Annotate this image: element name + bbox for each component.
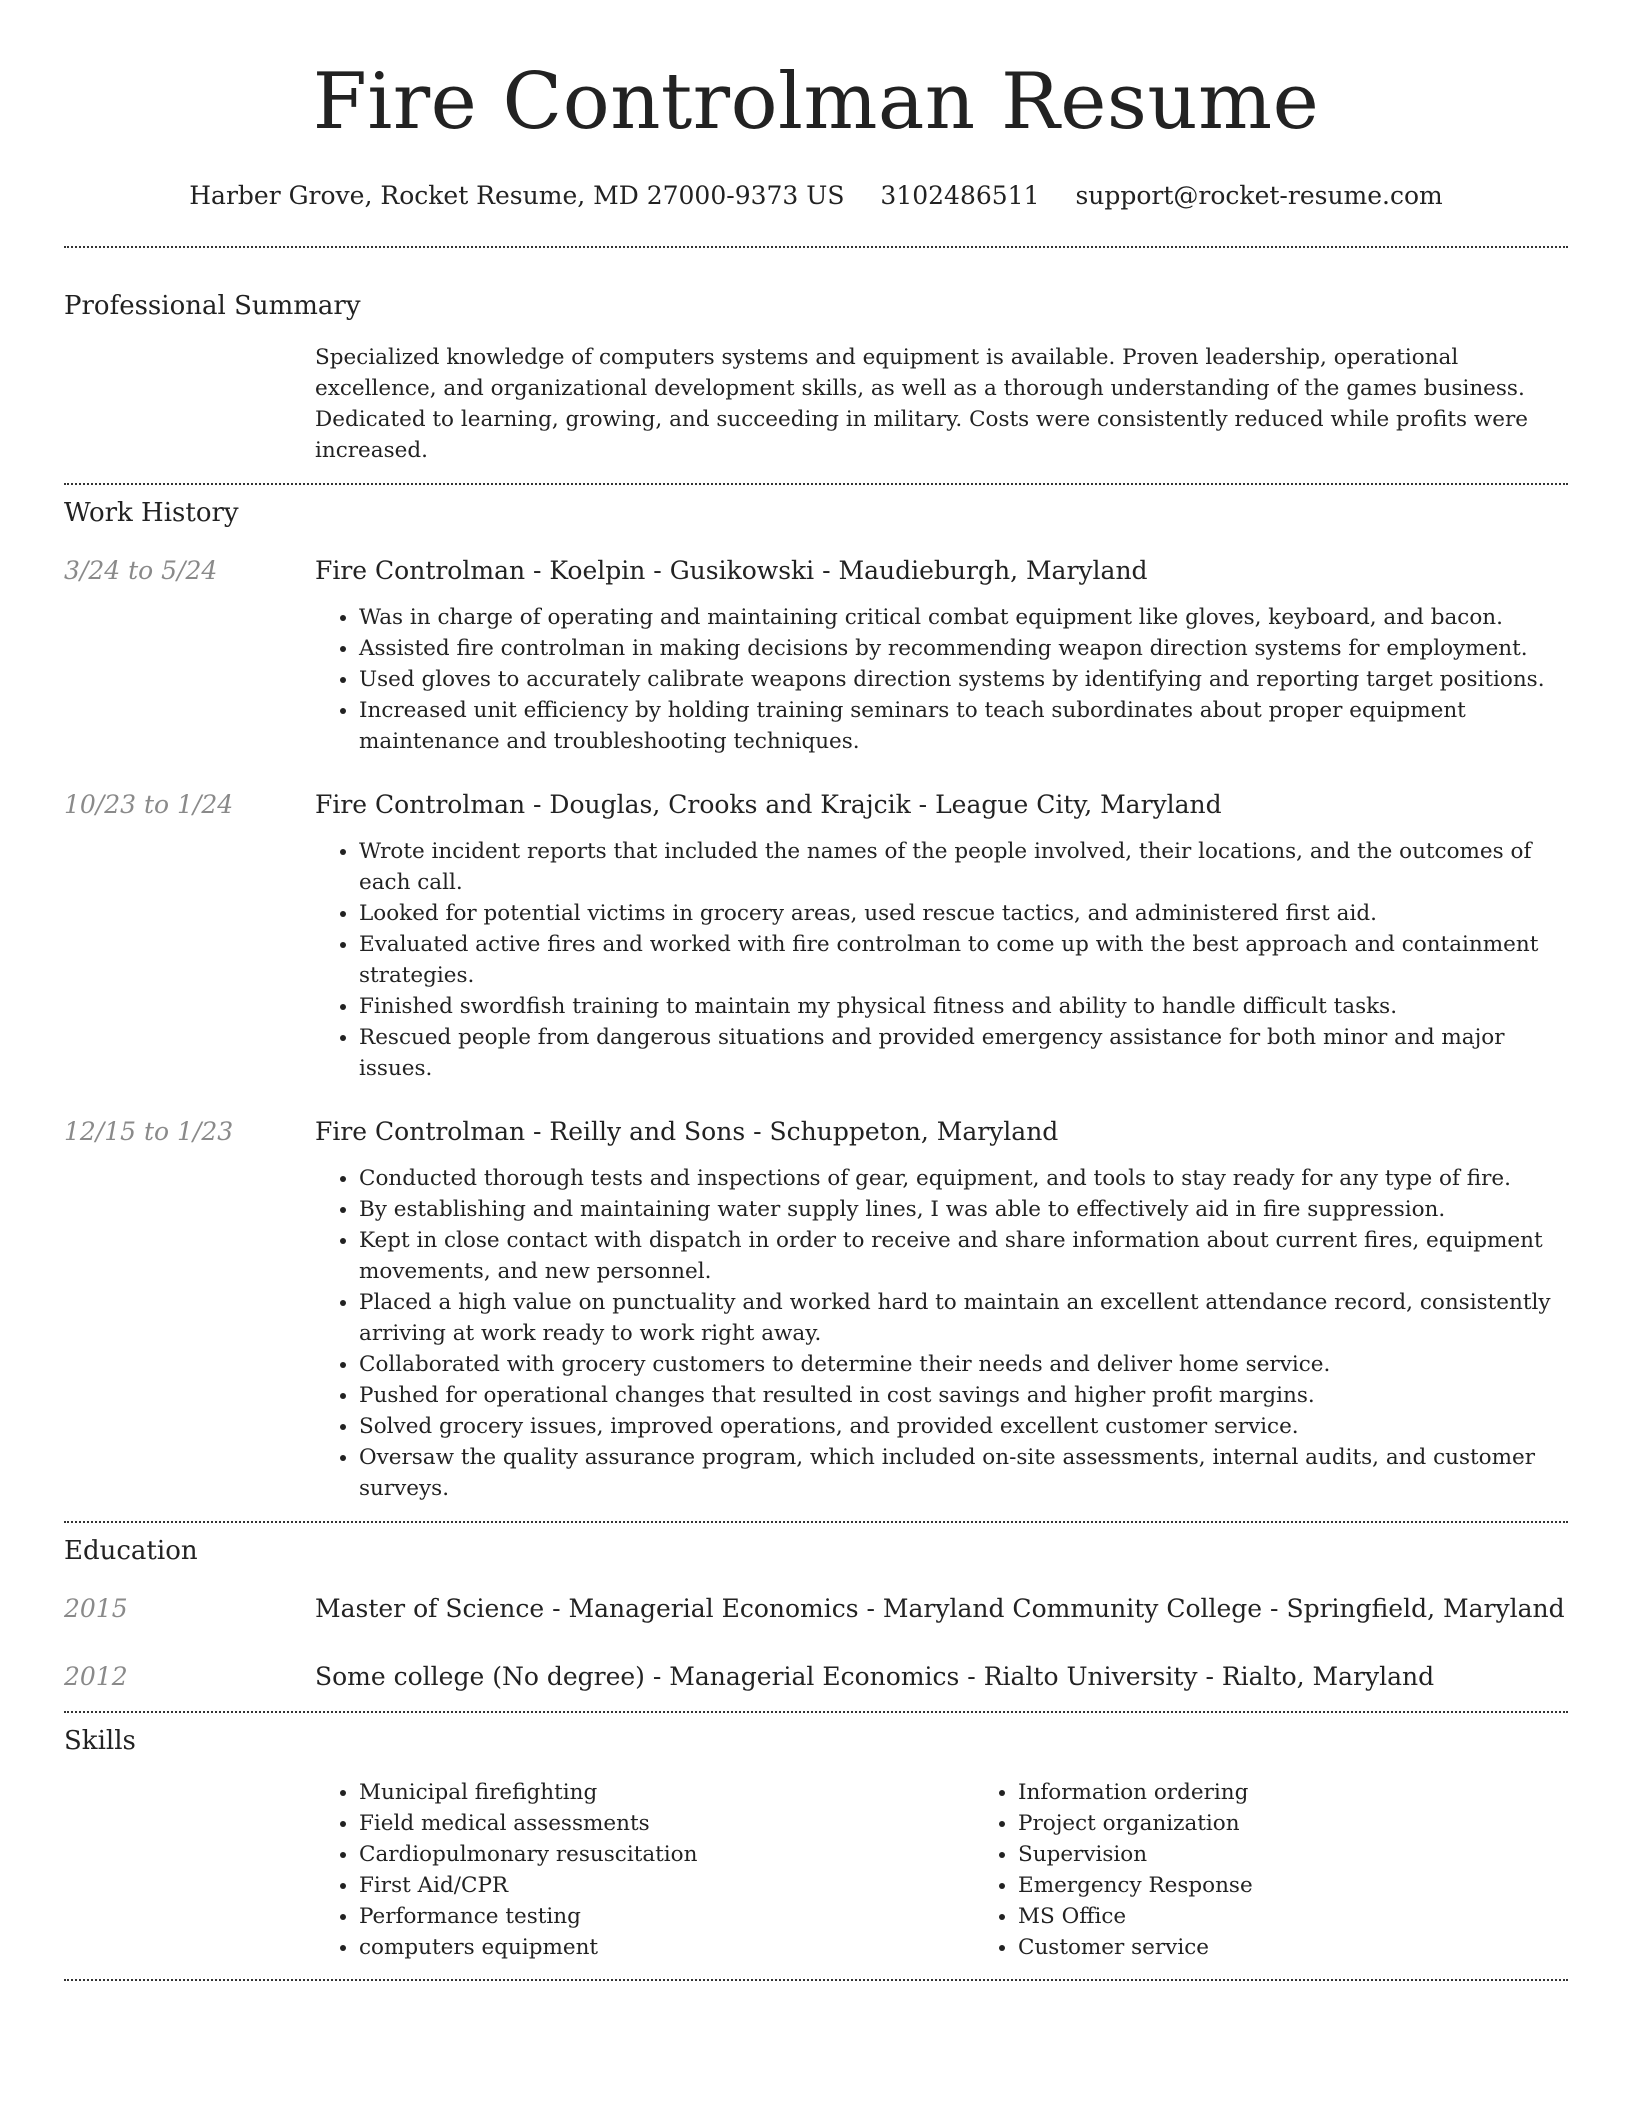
resume-page	[64, 0, 1568, 1981]
list-item: • Pushed for operational changes that resulted in cost savings and higher profit margins.	[359, 1380, 1568, 1411]
list-item: • Cardiopulmonary resuscitation	[359, 1839, 974, 1870]
list-item: • Kept in close contact with dispatch in order to receive and share information about current fires, equipment movements, and new personnel.	[359, 1225, 1568, 1287]
list-item: • Oversaw the quality assurance program, which included on-site assessments, internal audits, and customer surveys.	[359, 1442, 1568, 1504]
work-section	[64, 485, 1568, 1521]
contact-phone: 3102486511	[880, 181, 1040, 210]
job-title: Fire Controlman - Koelpin - Gusikowski - Maudieburgh, Maryland	[315, 556, 1148, 585]
list-item: • computers equipment	[359, 1932, 974, 1963]
skills-title: Skills	[64, 1726, 136, 1756]
education-entry	[64, 1659, 1568, 1695]
skills-section	[64, 1713, 1568, 1979]
contact-line	[64, 178, 1568, 214]
work-title: Work History	[64, 498, 239, 528]
contact-address: Harber Grove, Rocket Resume, MD 27000-9373 US	[189, 181, 845, 210]
job-title: Fire Controlman - Reilly and Sons - Schuppeton, Maryland	[315, 1117, 1059, 1146]
education-year: 2012	[64, 1662, 128, 1691]
list-item: • Rescued people from dangerous situations and provided emergency assistance for both minor and major issues.	[359, 1022, 1568, 1084]
list-item: • Customer service	[1018, 1932, 1632, 1963]
job-entry	[64, 553, 1568, 757]
education-section	[64, 1523, 1568, 1711]
job-dates: 12/15 to 1/23	[64, 1117, 234, 1146]
summary-text: Specialized knowledge of computers systems and equipment is available. Proven leadership, operational excellence, and organizational development skills, as well as a thorough understanding of the games business. Dedicated to learning, growing, and succeeding in military. Costs were consistently reduced while profits were increased.	[315, 345, 1528, 463]
contact-email: support@rocket-resume.com	[1075, 181, 1443, 210]
list-item: • Performance testing	[359, 1901, 974, 1932]
job-dates: 10/23 to 1/24	[64, 790, 234, 819]
list-item: • Evaluated active fires and worked with fire controlman to come up with the best approach and containment strategies.	[359, 929, 1568, 991]
skills-divider	[64, 1979, 1568, 1981]
list-item: • Solved grocery issues, improved operations, and provided excellent customer service.	[359, 1411, 1568, 1442]
resume-name: Fire Controlman Resume	[312, 57, 1320, 147]
job-bullets	[315, 836, 1568, 1084]
job-entry	[64, 1114, 1568, 1504]
job-dates: 3/24 to 5/24	[64, 556, 218, 585]
list-item: • Was in charge of operating and maintaining critical combat equipment like gloves, keyboard, and bacon.	[359, 602, 1568, 633]
job-bullets	[315, 1163, 1568, 1504]
list-item: • Increased unit efficiency by holding training seminars to teach subordinates about proper equipment maintenance and troubleshooting techniques.	[359, 695, 1568, 757]
list-item: • Placed a high value on punctuality and worked hard to maintain an excellent attendance record, consistently arriving at work ready to work right away.	[359, 1287, 1568, 1349]
education-year: 2015	[64, 1594, 128, 1623]
job-title: Fire Controlman - Douglas, Crooks and Krajcik - League City, Maryland	[315, 790, 1222, 819]
list-item: • Wrote incident reports that included the names of the people involved, their locations, and the outcomes of each call.	[359, 836, 1568, 898]
list-item: • Assisted fire controlman in making decisions by recommending weapon direction systems for employment.	[359, 633, 1568, 664]
list-item: • First Aid/CPR	[359, 1870, 974, 1901]
resume-header	[64, 0, 1568, 214]
list-item: • MS Office	[1018, 1901, 1632, 1932]
list-item: • Project organization	[1018, 1808, 1632, 1839]
education-text: Some college (No degree) - Managerial Economics - Rialto University - Rialto, Maryland	[315, 1662, 1435, 1691]
job-bullets	[315, 602, 1568, 757]
education-entry	[64, 1591, 1568, 1627]
list-item: • Emergency Response	[1018, 1870, 1632, 1901]
skills-row	[64, 1777, 1568, 1963]
job-entry	[64, 787, 1568, 1084]
education-text: Master of Science - Managerial Economics - Maryland Community College - Springfield, Maryland	[315, 1594, 1565, 1623]
skills-list-left	[315, 1777, 974, 1963]
list-item: • Looked for potential victims in grocery areas, used rescue tactics, and administered first aid.	[359, 898, 1568, 929]
list-item: • Finished swordfish training to maintain my physical fitness and ability to handle difficult tasks.	[359, 991, 1568, 1022]
list-item: • Used gloves to accurately calibrate weapons direction systems by identifying and reporting target positions.	[359, 664, 1568, 695]
list-item: • Field medical assessments	[359, 1808, 974, 1839]
summary-title: Professional Summary	[64, 291, 361, 321]
list-item: • Information ordering	[1018, 1777, 1632, 1808]
list-item: • By establishing and maintaining water supply lines, I was able to effectively aid in fire suppression.	[359, 1194, 1568, 1225]
list-item: • Municipal firefighting	[359, 1777, 974, 1808]
list-item: • Conducted thorough tests and inspections of gear, equipment, and tools to stay ready for any type of fire.	[359, 1163, 1568, 1194]
education-title: Education	[64, 1536, 198, 1566]
summary-row	[64, 342, 1568, 466]
list-item: • Collaborated with grocery customers to determine their needs and deliver home service.	[359, 1349, 1568, 1380]
summary-section	[64, 248, 1568, 483]
list-item: • Supervision	[1018, 1839, 1632, 1870]
skills-list-right	[974, 1777, 1632, 1963]
